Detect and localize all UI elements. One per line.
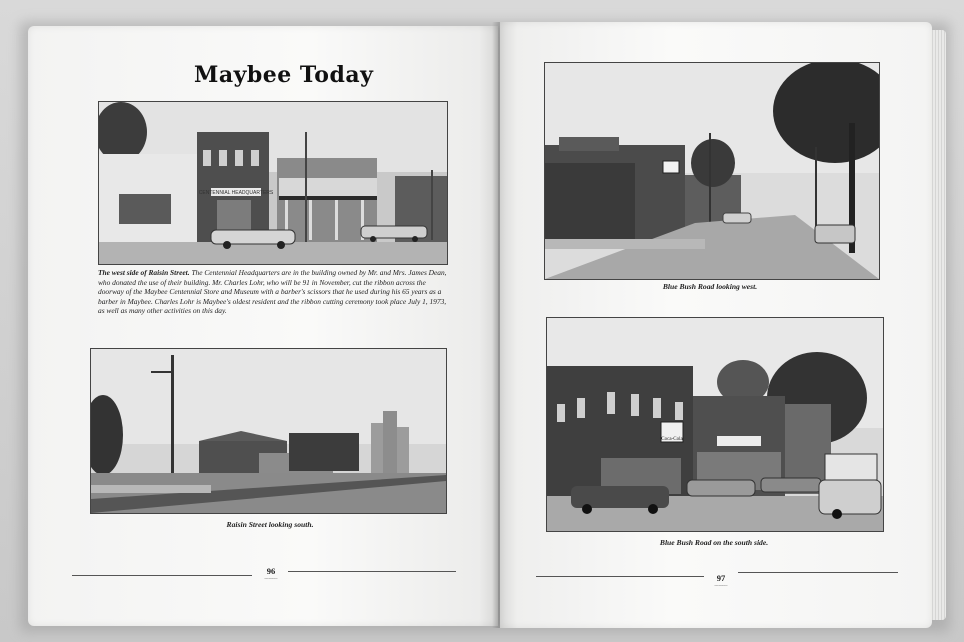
photo-blue-bush-west-caption: Blue Bush Road looking west. <box>662 282 758 291</box>
photo-blue-bush-south <box>546 317 884 532</box>
left-footer-rule-left <box>72 575 252 576</box>
store-sign: CENTENNIAL HEADQUARTERS <box>198 190 274 196</box>
right-footer-rule-left <box>536 576 704 577</box>
photo-raisin-street-west-caption <box>98 268 450 316</box>
page-edges <box>930 30 946 620</box>
page-number-left: 96 <box>266 566 276 576</box>
coca-cola-sign: Coca-Cola <box>661 437 683 442</box>
page-number-right: 97 <box>716 573 726 583</box>
caption-body: The Centennial Headquarters are in the building owned by Mr. and Mrs. James Dean, who donated the use of their building. Mr. Charles Lohr, who will be 91 in November, cut the ribbon across the doorway of the Maybee Centennial Store and Museum with a barber's scissors that he used during his 65 years as a barber in Maybee. Charles Lohr is Maybee's oldest resident and the ribbon cutting ceremony took place July 1, 1973, as well as many other activities on this day. <box>98 268 447 316</box>
photo-raisin-street-west <box>98 101 448 265</box>
photo-blue-bush-south-caption: Blue Bush Road on the south side. <box>659 538 769 547</box>
left-footer-rule-right <box>288 571 456 572</box>
right-footer-rule-right <box>738 572 898 573</box>
photo-raisin-street-south <box>90 348 447 514</box>
caption-lead: The west side of Raisin Street. <box>98 268 190 277</box>
photo-blue-bush-west <box>544 62 880 280</box>
page-mark-right: ~~~~~~ <box>714 583 728 588</box>
page-title: Maybee Today <box>194 62 374 88</box>
page-mark-left: ~~~~~~ <box>264 576 278 581</box>
photo-raisin-street-south-caption: Raisin Street looking south. <box>226 520 314 529</box>
bleed-through-title <box>110 58 116 81</box>
